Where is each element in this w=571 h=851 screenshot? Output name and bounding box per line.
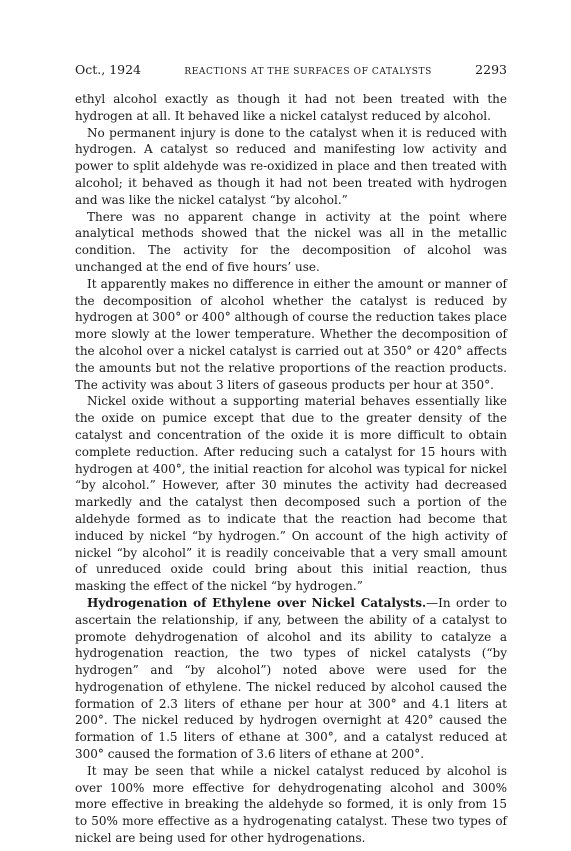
article-body (75, 91, 507, 847)
running-title: REACTIONS AT THE SURFACES OF CATALYSTS (184, 67, 432, 77)
issue-date: Oct., 1924 (75, 62, 142, 77)
paragraph-conclusion: It may be seen that while a nickel catalyst reduced by alcohol is over 100% more effective for dehydrogenating alcohol and 300% more effective in breaking the aldehyde so formed, it is only from 15 to 50% more effective as a hydrogenating catalyst. These two types of nickel are being used for other hydrogenations. (75, 763, 507, 846)
paragraph-reduction-temperature: It apparently makes no difference in either the amount or manner of the decomposition of alcohol whether the catalyst is reduced by hydrogen at 300° or 400° although of course the reduction takes place more slowly at the lower temperature. Whether the decomposition of the alcohol over a nickel catalyst is carried out at 350° or 420° affects the amounts but not the relative proportions of the reaction products. The activity was about 3 liters of gaseous products per hour at 350°. (75, 276, 507, 392)
section-heading: Hydrogenation of Ethylene over Nickel Catalysts. (87, 595, 427, 610)
paragraph-nickel-oxide: Nickel oxide without a supporting material behaves essentially like the oxide on pumice except that due to the greater density of the catalyst and concentration of the oxide it is more difficult to obtain complete reduction. After reducing such a catalyst for 15 hours with hydrogen at 400°, the initial reaction for alcohol was typical for nickel “by alcohol.” However, after 30 minutes the activity had decreased markedly and the catalyst then decomposed such a portion of the aldehyde formed as to indicate that the reaction had become that induced by nickel “by hydrogen.” On account of the high activity of nickel “by alcohol” it is readily conceivable that a very small amount of unreduced oxide could bring about this initial reaction, thus masking the effect of the nickel “by hydrogen.” (75, 394, 507, 594)
paragraph-activity-change: There was no apparent change in activity at the point where analytical methods showed that the nickel was all in the metallic condition. The activity for the decomposition of alcohol was unchanged at the end of five hours’ use. (75, 209, 507, 274)
journal-page (75, 62, 507, 847)
running-header (75, 62, 507, 77)
paragraph-permanent-injury: No permanent injury is done to the catalyst when it is reduced with hydrogen. A catalyst so reduced and manifesting low activity and power to split aldehyde was re-oxidized in place and then treated with alcohol; it behaved as though it had not been treated with hydrogen and was like the nickel catalyst “by alcohol.” (75, 125, 507, 207)
paragraph-hydrogenation-section (75, 595, 507, 763)
section-text: —In order to ascertain the relationship, if any, between the ability of a catalyst to promote dehydrogenation of alcohol and its ability to catalyze a hydrogenation reaction, the two types of nickel catalysts (“by hydrogen” and “by alcohol”) noted above were used for the hydrogenation of ethylene. The nickel reduced by alcohol caused the formation of 2.3 liters of ethane per hour at 300° and 4.1 liters at 200°. The nickel reduced by hydrogen overnight at 420° caused the formation of 1.5 liters of ethane at 300°, and a catalyst reduced at 300° caused the formation of 3.6 liters of ethane at 200°. (75, 595, 508, 762)
page-number: 2293 (475, 62, 507, 77)
paragraph-continued: ethyl alcohol exactly as though it had not been treated with the hydrogen at all. It behaved like a nickel catalyst reduced by alcohol. (75, 92, 507, 123)
